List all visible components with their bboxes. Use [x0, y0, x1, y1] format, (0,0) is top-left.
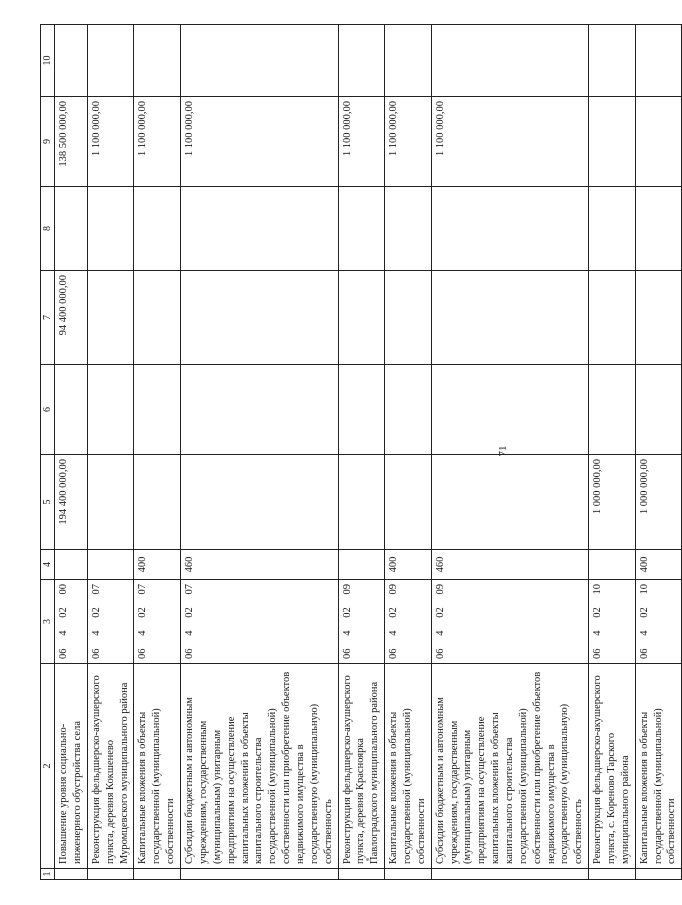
- table-row: [431, 25, 588, 880]
- name-cell: Реконструкция фельдшерско-акушерского пункта, деревня Кокшенево Муромцевского муниципального района: [87, 664, 134, 869]
- amount-col8-cell: [181, 187, 338, 271]
- amount-col6-cell: [87, 365, 134, 455]
- expense-type-cell: 460: [181, 550, 338, 580]
- amount-col9-cell: [635, 97, 682, 187]
- header-cell: 3: [41, 580, 55, 664]
- table-row: [181, 25, 338, 880]
- name-cell: Реконструкция фельдшерско-акушерского пункта, деревня Красноярка Павлоградского муниципального района: [338, 664, 385, 869]
- amount-col9-cell: 1 100 000,00: [385, 97, 432, 187]
- amount-col10-cell: [385, 25, 432, 97]
- row-number-cell: [338, 869, 385, 880]
- amount-col7-cell: [87, 271, 134, 365]
- row-number-cell: [87, 869, 134, 880]
- header-cell: 1: [41, 869, 55, 880]
- amount-col5-cell: [134, 455, 181, 550]
- amount-col8-cell: [134, 187, 181, 271]
- header-cell: 9: [41, 97, 55, 187]
- amount-col7-cell: [338, 271, 385, 365]
- code-part: 07: [137, 584, 149, 595]
- expense-type-cell: 460: [431, 550, 588, 580]
- code-part: 00: [58, 584, 70, 595]
- code-part: 4: [388, 630, 400, 636]
- amount-col7-cell: [181, 271, 338, 365]
- code-part: 4: [638, 630, 650, 636]
- expense-type-cell: [338, 550, 385, 580]
- code-part: 02: [137, 607, 149, 618]
- row-number-cell: [181, 869, 338, 880]
- amount-col6-cell: [181, 365, 338, 455]
- table-row: [134, 25, 181, 880]
- amount-col5-cell: 1 000 000,00: [589, 455, 636, 550]
- code-cell: [181, 580, 338, 664]
- row-number-cell: [385, 869, 432, 880]
- amount-col8-cell: [87, 187, 134, 271]
- amount-col6-cell: [589, 365, 636, 455]
- amount-col5-cell: [87, 455, 134, 550]
- row-number-cell: [55, 869, 88, 880]
- amount-col8-cell: [431, 187, 588, 271]
- code-part: 07: [90, 584, 102, 595]
- row-number-cell: [589, 869, 636, 880]
- amount-col9-cell: 1 100 000,00: [431, 97, 588, 187]
- amount-col7-cell: [589, 271, 636, 365]
- amount-col5-cell: 194 400 000,00: [55, 455, 88, 550]
- amount-col8-cell: [338, 187, 385, 271]
- table-row: [589, 25, 636, 880]
- name-cell: Реконструкция фельдшерско-акушерского пункта, с. Кореново Тарского муниципального района: [589, 664, 636, 869]
- code-cell: [635, 580, 682, 664]
- amount-col6-cell: [385, 365, 432, 455]
- code-part: 02: [341, 607, 353, 618]
- amount-col6-cell: [55, 365, 88, 455]
- amount-col5-cell: 1 000 000,00: [635, 455, 682, 550]
- amount-col7-cell: 94 400 000,00: [55, 271, 88, 365]
- code-cell: [55, 580, 88, 664]
- amount-col5-cell: [431, 455, 588, 550]
- name-cell: Субсидии бюджетным и автономным учреждениям, государственным (муниципальным) унитарным предприятиям на осуществление капитальных вложений в объекты капитального строительства государственной (муниципальной) собственности или приобретение объектов недвижимого имущества в государственную (муниципальную) собственность: [181, 664, 338, 869]
- expense-type-cell: 400: [635, 550, 682, 580]
- amount-col6-cell: [338, 365, 385, 455]
- expense-type-cell: 400: [134, 550, 181, 580]
- name-cell: Капитальные вложения в объекты государственной (муниципальной) собственности: [385, 664, 432, 869]
- amount-col8-cell: [385, 187, 432, 271]
- code-part: 07: [184, 584, 196, 595]
- amount-col6-cell: [134, 365, 181, 455]
- code-part: 09: [388, 584, 400, 595]
- code-part: 4: [137, 630, 149, 636]
- expense-type-cell: [55, 550, 88, 580]
- code-part: 06: [592, 648, 604, 659]
- code-part: 02: [638, 607, 650, 618]
- code-part: 4: [434, 630, 446, 636]
- amount-col10-cell: [55, 25, 88, 97]
- header-cell: 4: [41, 550, 55, 580]
- name-cell: Субсидии бюджетным и автономным учреждениям, государственным (муниципальным) унитарным предприятиям на осуществление капитальных вложений в объекты капитального строительства государственной (муниципальной) собственности или приобретение объектов недвижимого имущества в государственную (муниципальную) собственность: [431, 664, 588, 869]
- rotated-table-wrapper: [40, 25, 678, 880]
- table-row: [635, 25, 682, 880]
- code-part: 09: [434, 584, 446, 595]
- amount-col10-cell: [87, 25, 134, 97]
- name-cell: Капитальные вложения в объекты государственной (муниципальной) собственности: [635, 664, 682, 869]
- code-part: 02: [434, 607, 446, 618]
- amount-col9-cell: 1 100 000,00: [181, 97, 338, 187]
- amount-col9-cell: 1 100 000,00: [134, 97, 181, 187]
- amount-col5-cell: [338, 455, 385, 550]
- amount-col7-cell: [431, 271, 588, 365]
- code-part: 09: [341, 584, 353, 595]
- code-cell: [589, 580, 636, 664]
- code-cell: [431, 580, 588, 664]
- code-part: 02: [90, 607, 102, 618]
- code-part: 4: [58, 630, 70, 636]
- code-cell: [338, 580, 385, 664]
- amount-col9-cell: 1 100 000,00: [87, 97, 134, 187]
- row-number-cell: [134, 869, 181, 880]
- amount-col10-cell: [589, 25, 636, 97]
- code-part: 02: [388, 607, 400, 618]
- header-cell: 8: [41, 187, 55, 271]
- expense-type-cell: 400: [385, 550, 432, 580]
- header-cell: 10: [41, 25, 55, 97]
- code-part: 4: [184, 630, 196, 636]
- code-part: 06: [58, 648, 70, 659]
- code-cell: [87, 580, 134, 664]
- header-cell: 2: [41, 664, 55, 869]
- amount-col7-cell: [385, 271, 432, 365]
- amount-col7-cell: [134, 271, 181, 365]
- header-row: [41, 25, 55, 880]
- code-part: 06: [341, 648, 353, 659]
- table-row: [55, 25, 88, 880]
- amount-col10-cell: [134, 25, 181, 97]
- header-cell: 6: [41, 365, 55, 455]
- amount-col9-cell: 1 100 000,00: [338, 97, 385, 187]
- scan-speck: [366, 858, 369, 861]
- code-part: 02: [592, 607, 604, 618]
- header-cell: 5: [41, 455, 55, 550]
- code-cell: [134, 580, 181, 664]
- table-row: [385, 25, 432, 880]
- amount-col8-cell: [635, 187, 682, 271]
- amount-col6-cell: [431, 365, 588, 455]
- code-part: 06: [638, 648, 650, 659]
- amount-col10-cell: [431, 25, 588, 97]
- table-row: [338, 25, 385, 880]
- header-cell: 7: [41, 271, 55, 365]
- expense-type-cell: [589, 550, 636, 580]
- code-part: 4: [341, 630, 353, 636]
- code-part: 10: [638, 584, 650, 595]
- expense-type-cell: [87, 550, 134, 580]
- amount-col8-cell: [55, 187, 88, 271]
- code-part: 4: [592, 630, 604, 636]
- name-cell: Повышение уровня социально-инженерного обустройства села: [55, 664, 88, 869]
- amount-col9-cell: 138 500 000,00: [55, 97, 88, 187]
- code-part: 02: [184, 607, 196, 618]
- row-number-cell: [431, 869, 588, 880]
- code-cell: [385, 580, 432, 664]
- amount-col10-cell: [181, 25, 338, 97]
- amount-col5-cell: [181, 455, 338, 550]
- code-part: 4: [90, 630, 102, 636]
- code-part: 06: [90, 648, 102, 659]
- code-part: 10: [592, 584, 604, 595]
- code-part: 06: [388, 648, 400, 659]
- code-part: 06: [184, 648, 196, 659]
- amount-col10-cell: [635, 25, 682, 97]
- code-part: 02: [58, 607, 70, 618]
- name-cell: Капитальные вложения в объекты государственной (муниципальной) собственности: [134, 664, 181, 869]
- code-part: 06: [137, 648, 149, 659]
- page-number: 71: [497, 445, 509, 457]
- amount-col7-cell: [635, 271, 682, 365]
- amount-col9-cell: [589, 97, 636, 187]
- amount-col8-cell: [589, 187, 636, 271]
- amount-col10-cell: [338, 25, 385, 97]
- row-number-cell: [635, 869, 682, 880]
- budget-table: [40, 24, 682, 880]
- table-row: [87, 25, 134, 880]
- amount-col5-cell: [385, 455, 432, 550]
- code-part: 06: [434, 648, 446, 659]
- amount-col6-cell: [635, 365, 682, 455]
